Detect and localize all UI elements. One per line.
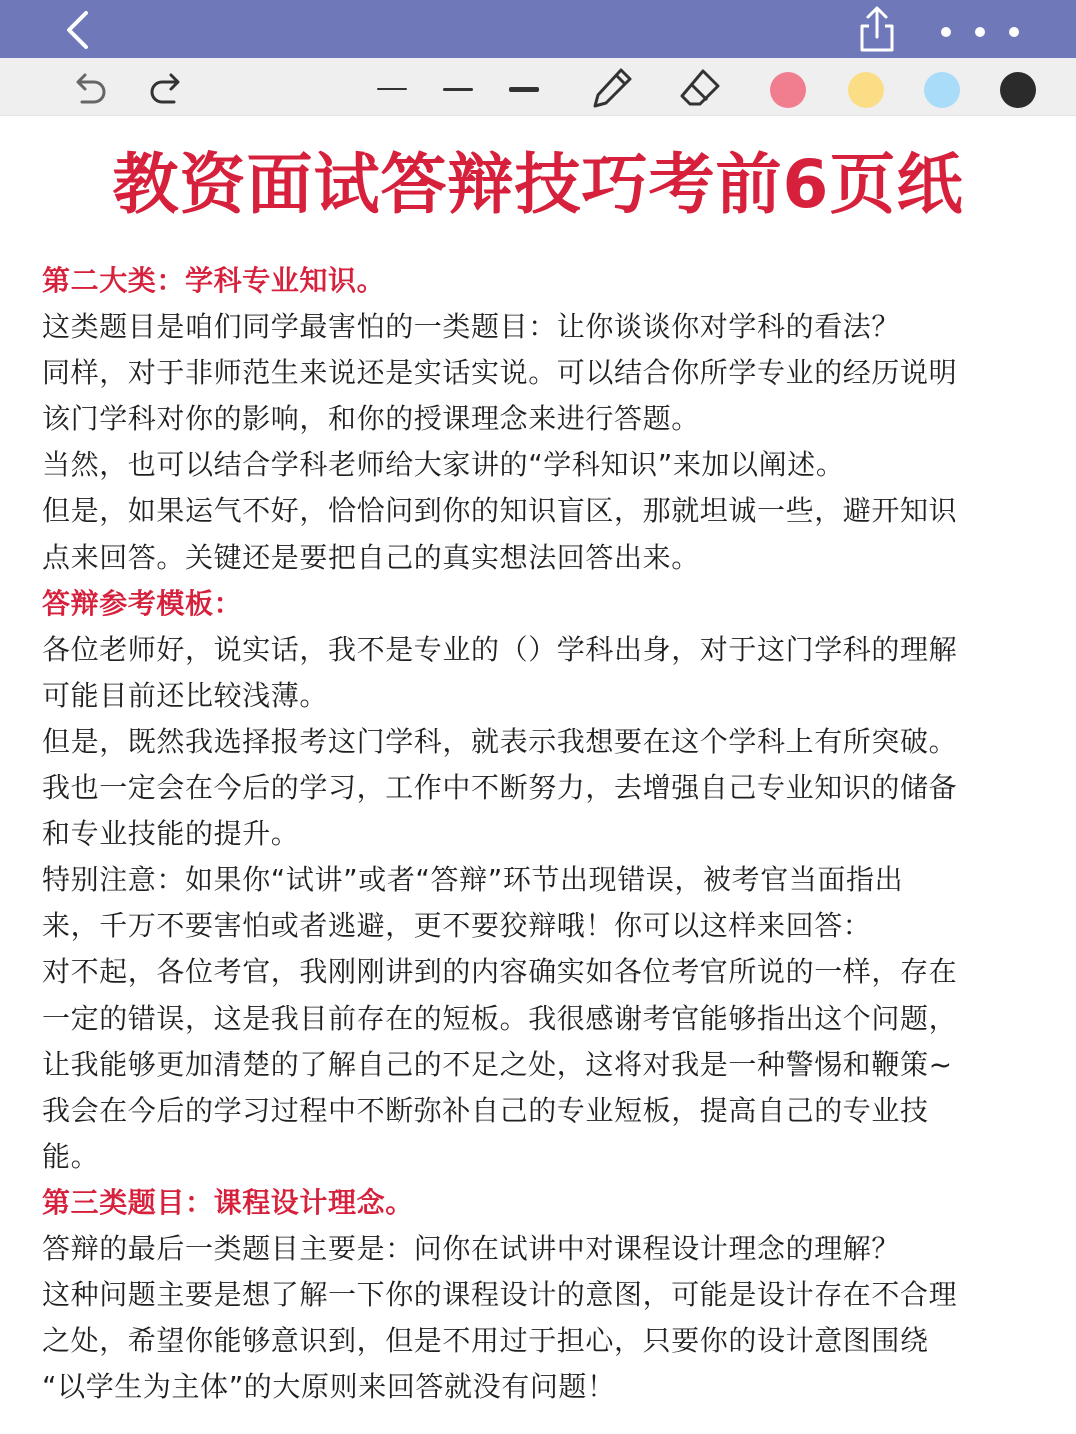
thin-stroke-button[interactable]: [372, 72, 412, 106]
eraser-icon: [676, 66, 724, 110]
redo-icon: [144, 70, 188, 106]
medium-stroke-icon: [443, 88, 473, 91]
share-icon: [854, 4, 900, 54]
paragraph-line: 但是，既然我选择报考这门学科，就表示我想要在这个学科上有所突破。: [42, 724, 958, 758]
medium-stroke-button[interactable]: [436, 72, 480, 106]
undo-button[interactable]: [68, 70, 112, 106]
paragraph-line: 能。: [42, 1139, 100, 1173]
paragraph-line: 各位老师好，说实话，我不是专业的（）学科出身，对于这门学科的理解: [42, 632, 958, 666]
paragraph-line: 之处，希望你能够意识到，但是不用过于担心，只要你的设计意图围绕: [42, 1324, 929, 1358]
paragraph-line: 来，千万不要害怕或者逃避，更不要狡辩哦！你可以这样来回答：: [42, 909, 872, 943]
redo-button[interactable]: [144, 70, 188, 106]
paragraph-line: 对不起，各位考官，我刚刚讲到的内容确实如各位考官所说的一样，存在: [42, 955, 958, 989]
thick-stroke-icon: [509, 87, 539, 92]
paragraph-line: 我也一定会在今后的学习，工作中不断努力，去增强自己专业知识的储备: [42, 771, 958, 805]
paragraph-line: 一定的错误，这是我目前存在的短板。我很感谢考官能够指出这个问题，: [42, 1001, 958, 1035]
eraser-button[interactable]: [676, 66, 724, 110]
paragraph-line: 该门学科对你的影响，和你的授课理念来进行答题。: [42, 402, 700, 436]
section-heading: 答辩参考模板：: [42, 586, 243, 620]
paragraph-line: 点来回答。关键还是要把自己的真实想法回答出来。: [42, 540, 700, 574]
share-button[interactable]: [854, 4, 900, 54]
paragraph-line: 当然，也可以结合学科老师给大家讲的“学科知识”来加以阐述。: [42, 448, 845, 482]
paragraph-line: 可能目前还比较浅薄。: [42, 678, 329, 712]
color-swatch-blue[interactable]: [924, 72, 960, 108]
back-button[interactable]: [56, 8, 100, 52]
document-body: [42, 258, 1042, 1410]
more-options-button[interactable]: [930, 14, 1030, 50]
paragraph-line: “以学生为主体”的大原则来回答就没有问题！: [42, 1370, 616, 1404]
color-swatch-pink[interactable]: [770, 72, 806, 108]
section-heading: 第二大类：学科专业知识。: [42, 264, 386, 297]
paragraph-line: 特别注意：如果你“试讲”或者“答辩”环节出现错误，被考官当面指出: [42, 863, 904, 897]
paragraph-line: 我会在今后的学习过程中不断弥补自己的专业短板，提高自己的专业技: [42, 1093, 929, 1127]
pen-button[interactable]: [588, 66, 636, 110]
drawing-toolbar: [0, 58, 1076, 116]
paragraph-line: 这种问题主要是想了解一下你的课程设计的意图，可能是设计存在不合理: [42, 1278, 958, 1312]
paragraph-line: 答辩的最后一类题目主要是：问你在试讲中对课程设计理念的理解？: [42, 1231, 901, 1265]
thin-stroke-icon: [377, 88, 407, 90]
paragraph-line: 和专业技能的提升。: [42, 817, 300, 851]
paragraph-line: 同样，对于非师范生来说还是实话实说。可以结合你所学专业的经历说明: [42, 356, 958, 390]
paragraph-line: 这类题目是咱们同学最害怕的一类题目：让你谈谈你对学科的看法？: [42, 310, 901, 344]
paragraph-line: 但是，如果运气不好，恰恰问到你的知识盲区，那就坦诚一些，避开知识: [42, 494, 958, 528]
color-swatch-yellow[interactable]: [848, 72, 884, 108]
paragraph-line: 让我能够更加清楚的了解自己的不足之处，这将对我是一种警惕和鞭策~: [42, 1047, 953, 1081]
color-swatch-black[interactable]: [1000, 72, 1036, 108]
thick-stroke-button[interactable]: [502, 72, 546, 106]
chevron-left-icon: [56, 8, 100, 52]
document-title: 教资面试答辩技巧考前6页纸: [112, 146, 964, 223]
undo-icon: [68, 70, 112, 106]
section-heading: 第三类题目：课程设计理念。: [42, 1185, 414, 1219]
top-navigation-bar: [0, 0, 1076, 58]
more-dots-icon: [930, 14, 1030, 50]
pen-icon: [588, 66, 636, 110]
